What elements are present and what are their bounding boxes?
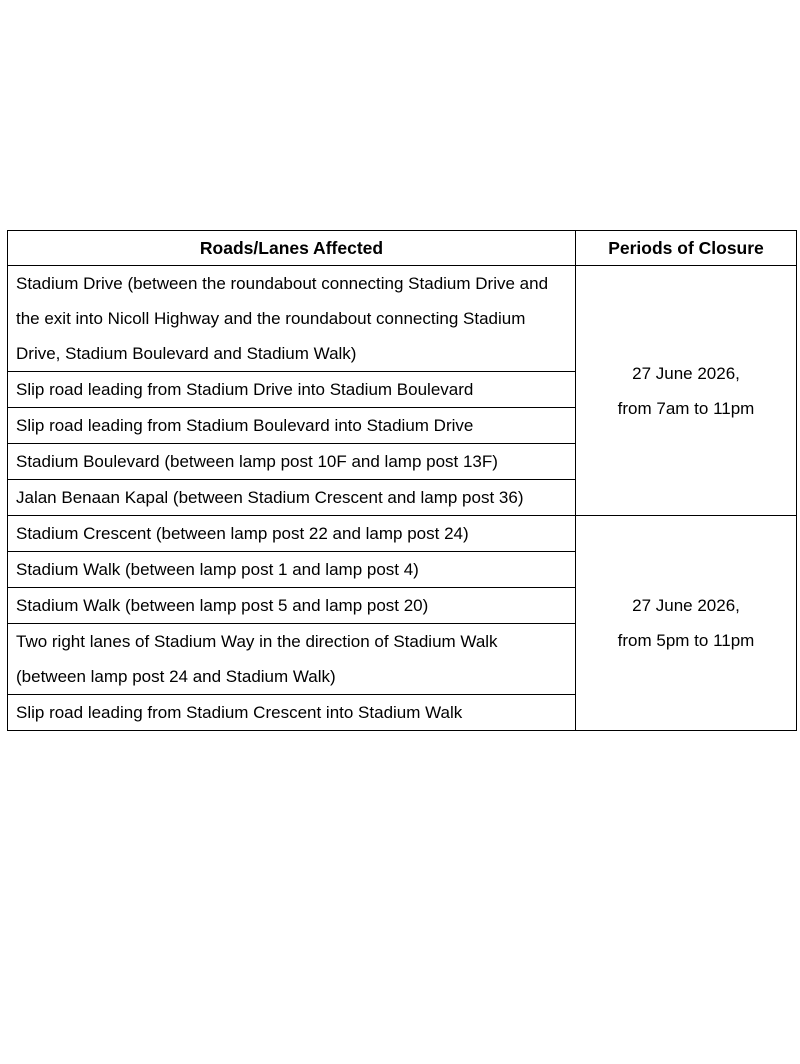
road-cell: Stadium Boulevard (between lamp post 10F and lamp post 13F) <box>8 444 576 480</box>
road-closure-table <box>7 230 797 731</box>
table-row <box>8 266 797 372</box>
road-cell: Slip road leading from Stadium Boulevard into Stadium Drive <box>8 408 576 444</box>
closure-date: 27 June 2026, <box>632 596 740 615</box>
closure-date: 27 June 2026, <box>632 363 740 383</box>
road-cell: Slip road leading from Stadium Crescent into Stadium Walk <box>8 695 576 731</box>
road-cell: Stadium Crescent (between lamp post 22 and lamp post 24) <box>8 516 576 552</box>
road-cell: Two right lanes of Stadium Way in the direction of Stadium Walk (between lamp post 24 and Stadium Walk) <box>8 624 576 695</box>
road-cell: Jalan Benaan Kapal (between Stadium Crescent and lamp post 36) <box>8 480 576 516</box>
header-periods-of-closure: Periods of Closure <box>576 231 797 266</box>
closure-time: from 5pm to 11pm <box>617 631 755 650</box>
header-roads-affected: Roads/Lanes Affected <box>8 231 576 266</box>
closure-time: from 7am to 11pm <box>617 398 755 418</box>
closure-period-cell <box>576 266 797 516</box>
table-row <box>8 516 797 552</box>
road-cell: Stadium Drive (between the roundabout connecting Stadium Drive and the exit into Nicoll Highway and the roundabout connecting Stadium Drive, Stadium Boulevard and Stadium Walk) <box>8 266 576 372</box>
table-header-row <box>8 231 797 266</box>
road-cell: Slip road leading from Stadium Drive into Stadium Boulevard <box>8 372 576 408</box>
road-cell: Stadium Walk (between lamp post 1 and lamp post 4) <box>8 552 576 588</box>
closure-period-cell <box>576 516 797 731</box>
road-cell: Stadium Walk (between lamp post 5 and lamp post 20) <box>8 588 576 624</box>
